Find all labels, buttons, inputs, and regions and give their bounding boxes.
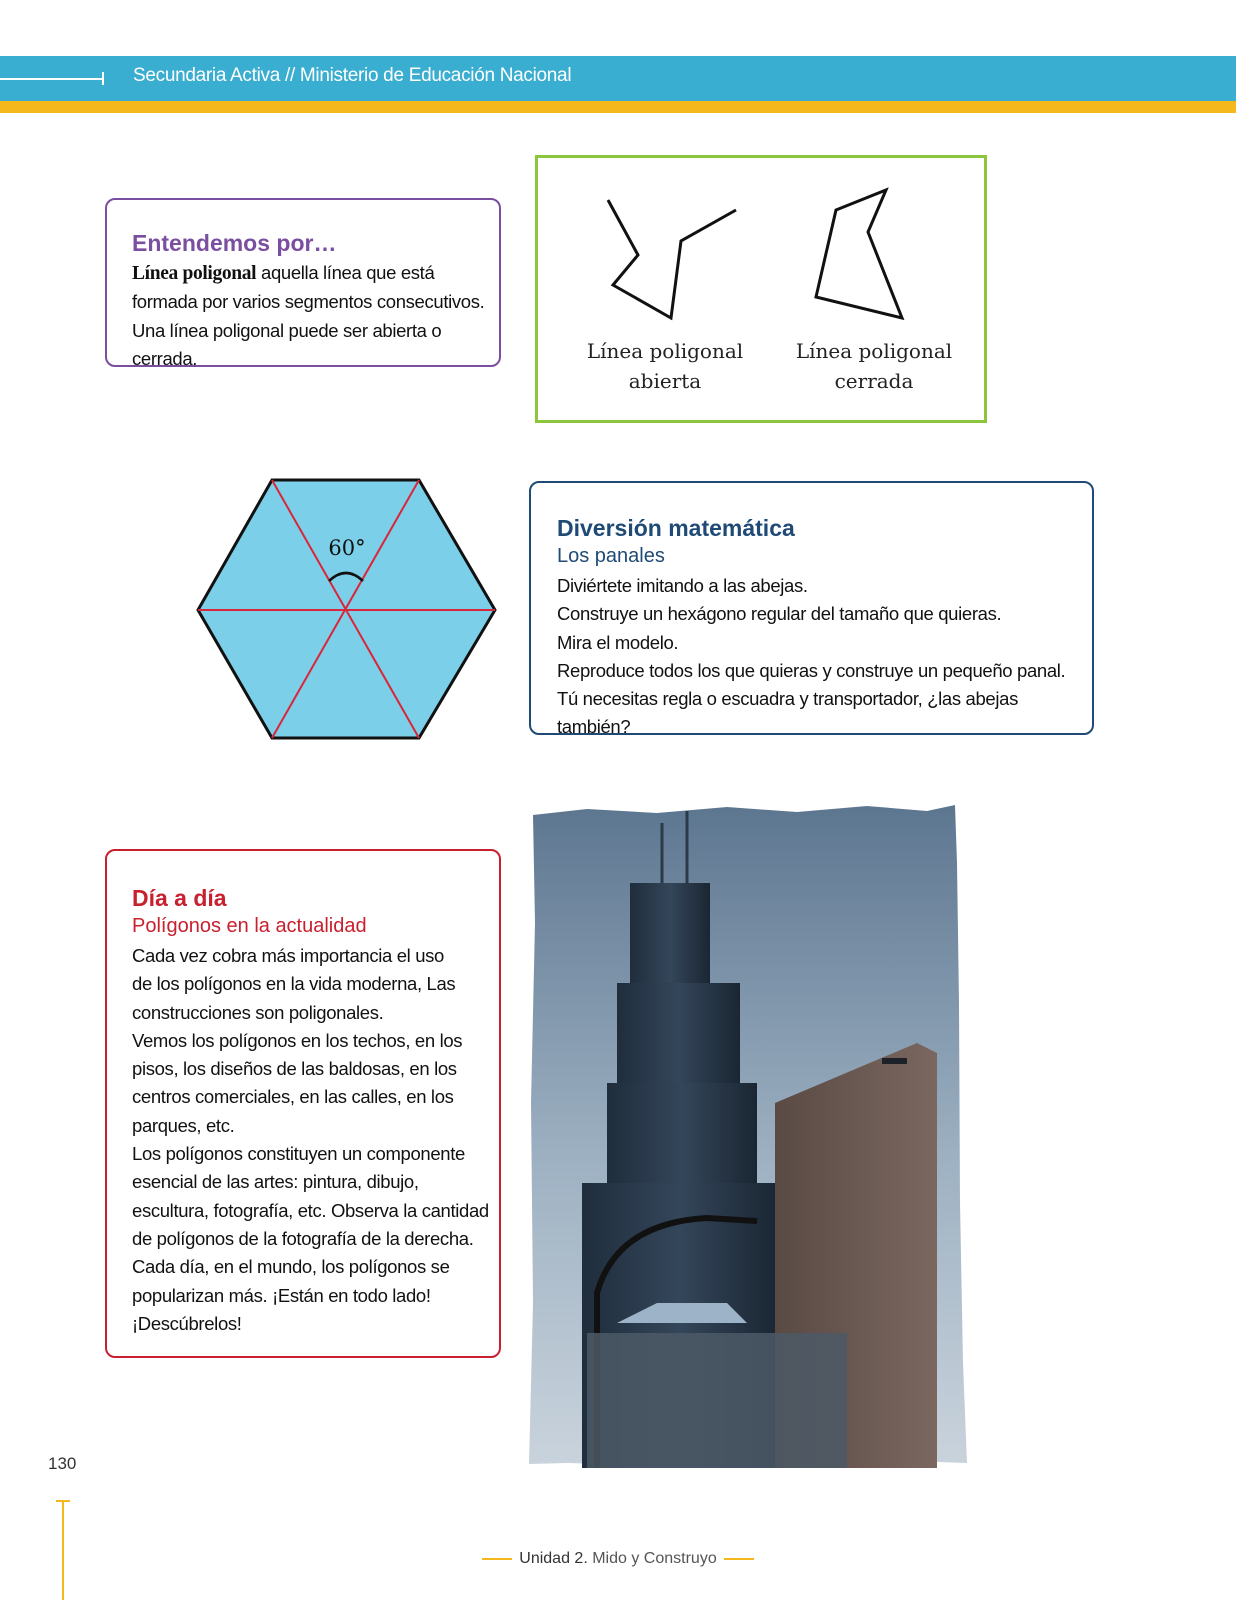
- daily-line: centros comerciales, en las calles, en los: [132, 1086, 454, 1108]
- header-title: Secundaria Activa // Ministerio de Educación Nacional: [133, 65, 572, 86]
- definition-line: aquella línea que está: [261, 262, 435, 283]
- closed-polyline-caption: [784, 336, 964, 396]
- caption-line: abierta: [628, 369, 702, 393]
- definition-term: Línea poligonal: [132, 263, 257, 284]
- fun-math-line: Construye un hexágono regular del tamaño que quieras.: [557, 603, 1002, 625]
- daily-line: escultura, fotografía, etc. Observa la cantidad: [132, 1199, 489, 1221]
- caption-line: cerrada: [834, 369, 914, 393]
- daily-line: de los polígonos en la vida moderna, Las: [132, 973, 456, 995]
- fun-math-line: Diviértete imitando a las abejas.: [557, 575, 808, 596]
- hexagon-diagram: [190, 472, 510, 742]
- footer-decoration-left: [482, 1558, 512, 1560]
- header-rule-tick: [102, 72, 104, 85]
- fun-math-box: [529, 481, 1094, 738]
- footer-title: Mido y Construyo: [592, 1550, 717, 1567]
- daily-line: Los polígonos constituyen un componente: [132, 1143, 465, 1165]
- footer-decoration-right: [724, 1558, 754, 1560]
- definition-line: formada por varios segmentos consecutivos.: [132, 291, 485, 313]
- caption-line: Línea poligonal: [586, 339, 744, 363]
- fun-math-line: Reproduce todos los que quieras y construye un pequeño panal.: [557, 659, 1066, 681]
- daily-line: de polígonos de la fotografía de la derecha.: [132, 1227, 474, 1249]
- angle-label: 60°: [328, 536, 366, 560]
- fun-math-line: Tú necesitas regla o escuadra y transportador, ¿las abejas también?: [557, 688, 1018, 738]
- daily-line: Vemos los polígonos en los techos, en los: [132, 1029, 463, 1051]
- daily-line: ¡Descúbrelos!: [132, 1312, 242, 1334]
- definition-title: Entendemos por…: [132, 230, 337, 256]
- daily-line: popularizan más. ¡Están en todo lado!: [132, 1284, 431, 1306]
- daily-line: Cada vez cobra más importancia el uso: [132, 945, 444, 966]
- low-buildings: [587, 1333, 847, 1468]
- definition-box: [105, 198, 501, 367]
- header-accent-stripe: [0, 101, 1236, 113]
- daily-line: Cada día, en el mundo, los polígonos se: [132, 1256, 450, 1278]
- daily-text: [132, 942, 489, 1338]
- footer-unit: Unidad 2.: [519, 1550, 588, 1567]
- definition-text: [132, 259, 499, 373]
- definition-line: Una línea poligonal puede ser abierta o cerrada.: [132, 319, 442, 369]
- daily-box: [105, 849, 501, 1358]
- daily-line: parques, etc.: [132, 1114, 235, 1136]
- open-polyline-caption: [575, 336, 755, 396]
- caption-line: Línea poligonal: [795, 339, 953, 363]
- brick-window: [882, 1058, 907, 1064]
- polyline-figure-box: [535, 155, 987, 423]
- closed-polyline: [816, 190, 902, 318]
- daily-line: construcciones son poligonales.: [132, 1001, 384, 1023]
- page-number: 130: [48, 1454, 77, 1473]
- fun-math-title: Diversión matemática: [557, 515, 795, 541]
- daily-subtitle: Polígonos en la actualidad: [132, 915, 367, 937]
- open-polyline: [608, 200, 736, 318]
- daily-line: pisos, los diseños de las baldosas, en los: [132, 1058, 457, 1080]
- skyscraper-photo: [527, 803, 977, 1468]
- fun-math-subtitle: Los panales: [557, 545, 665, 567]
- daily-line: esencial de las artes: pintura, dibujo,: [132, 1171, 419, 1193]
- daily-title: Día a día: [132, 885, 227, 911]
- fun-math-line: Mira el modelo.: [557, 631, 679, 653]
- header-rule-line: [0, 78, 104, 80]
- fun-math-text: [557, 572, 1092, 742]
- footer: [0, 1550, 1236, 1568]
